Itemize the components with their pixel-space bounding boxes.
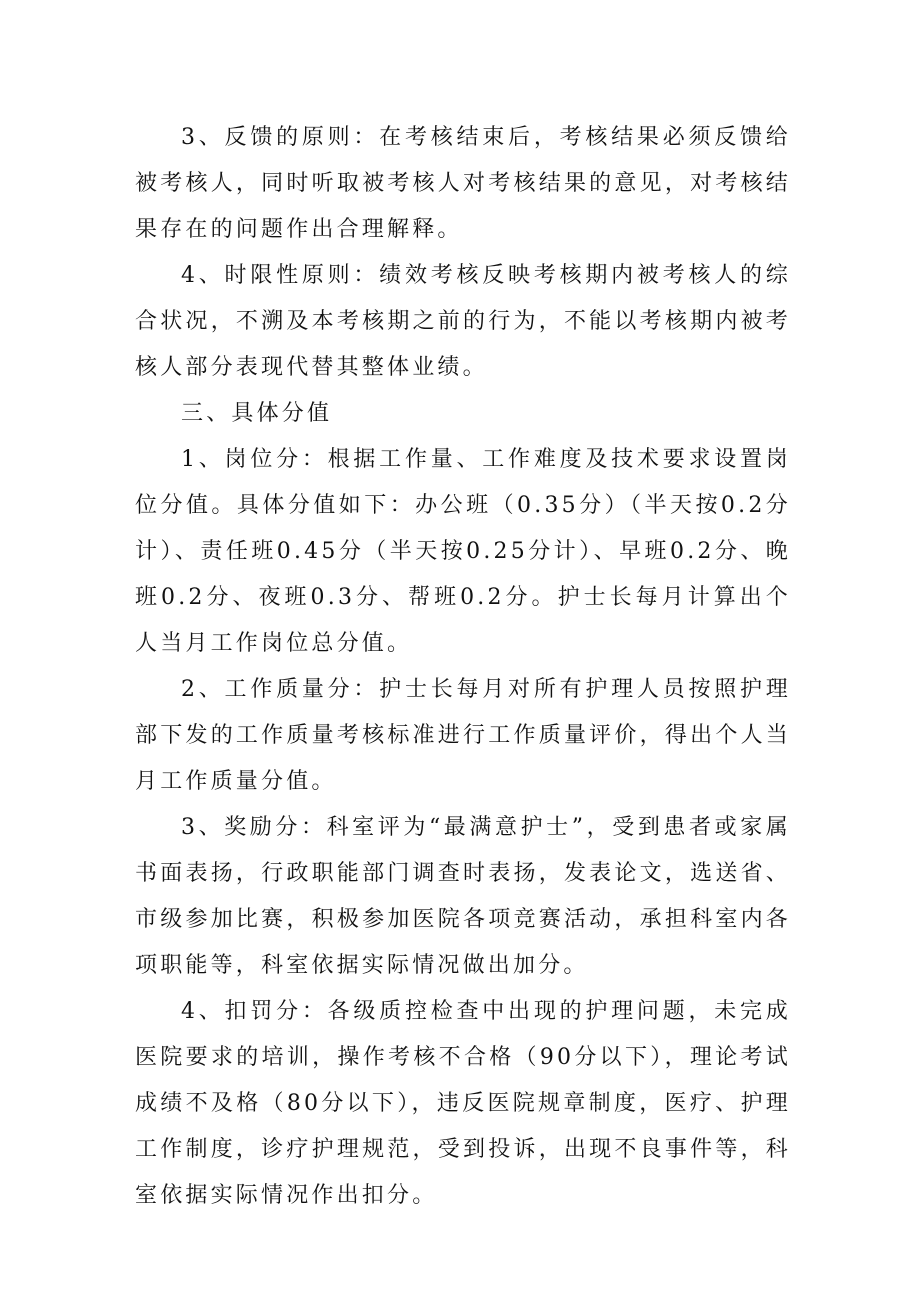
document-page	[135, 115, 791, 1219]
paragraph-position-score: 1、岗位分：根据工作量、工作难度及技术要求设置岗位分值。具体分值如下：办公班（0.35分）（半天按0.2分计）、责任班0.45分（半天按0.25分计）、早班0.2分、晚班0.2分、夜班0.3分、帮班0.2分。护士长每月计算出个人当月工作岗位总分值。	[135, 447, 791, 656]
paragraph-feedback-principle: 3、反馈的原则：在考核结束后，考核结果必须反馈给被考核人，同时听取被考核人对考核结果的意见，对考核结果存在的问题作出合理解释。	[135, 125, 791, 242]
paragraph-work-quality-score: 2、工作质量分：护士长每月对所有护理人员按照护理部下发的工作质量考核标准进行工作质量评价，得出个人当月工作质量分值。	[135, 677, 791, 794]
paragraph-reward-score: 3、奖励分：科室评为“最满意护士”，受到患者或家属书面表扬，行政职能部门调查时表扬，发表论文，选送省、市级参加比赛，积极参加医院各项竞赛活动，承担科室内各项职能等，科室依据实际情况做出加分。	[135, 815, 791, 978]
section-heading-specific-scores: 三、具体分值	[181, 401, 333, 426]
paragraph-time-limit-principle: 4、时限性原则：绩效考核反映考核期内被考核人的综合状况，不溯及本考核期之前的行为，不能以考核期内被考核人部分表现代替其整体业绩。	[135, 263, 791, 380]
paragraph-penalty-score: 4、扣罚分：各级质控检查中出现的护理问题，未完成医院要求的培训，操作考核不合格（90分以下），理论考试成绩不及格（80分以下），违反医院规章制度，医疗、护理工作制度，诊疗护理规范，受到投诉，出现不良事件等，科室依据实际情况作出扣分。	[135, 999, 791, 1208]
